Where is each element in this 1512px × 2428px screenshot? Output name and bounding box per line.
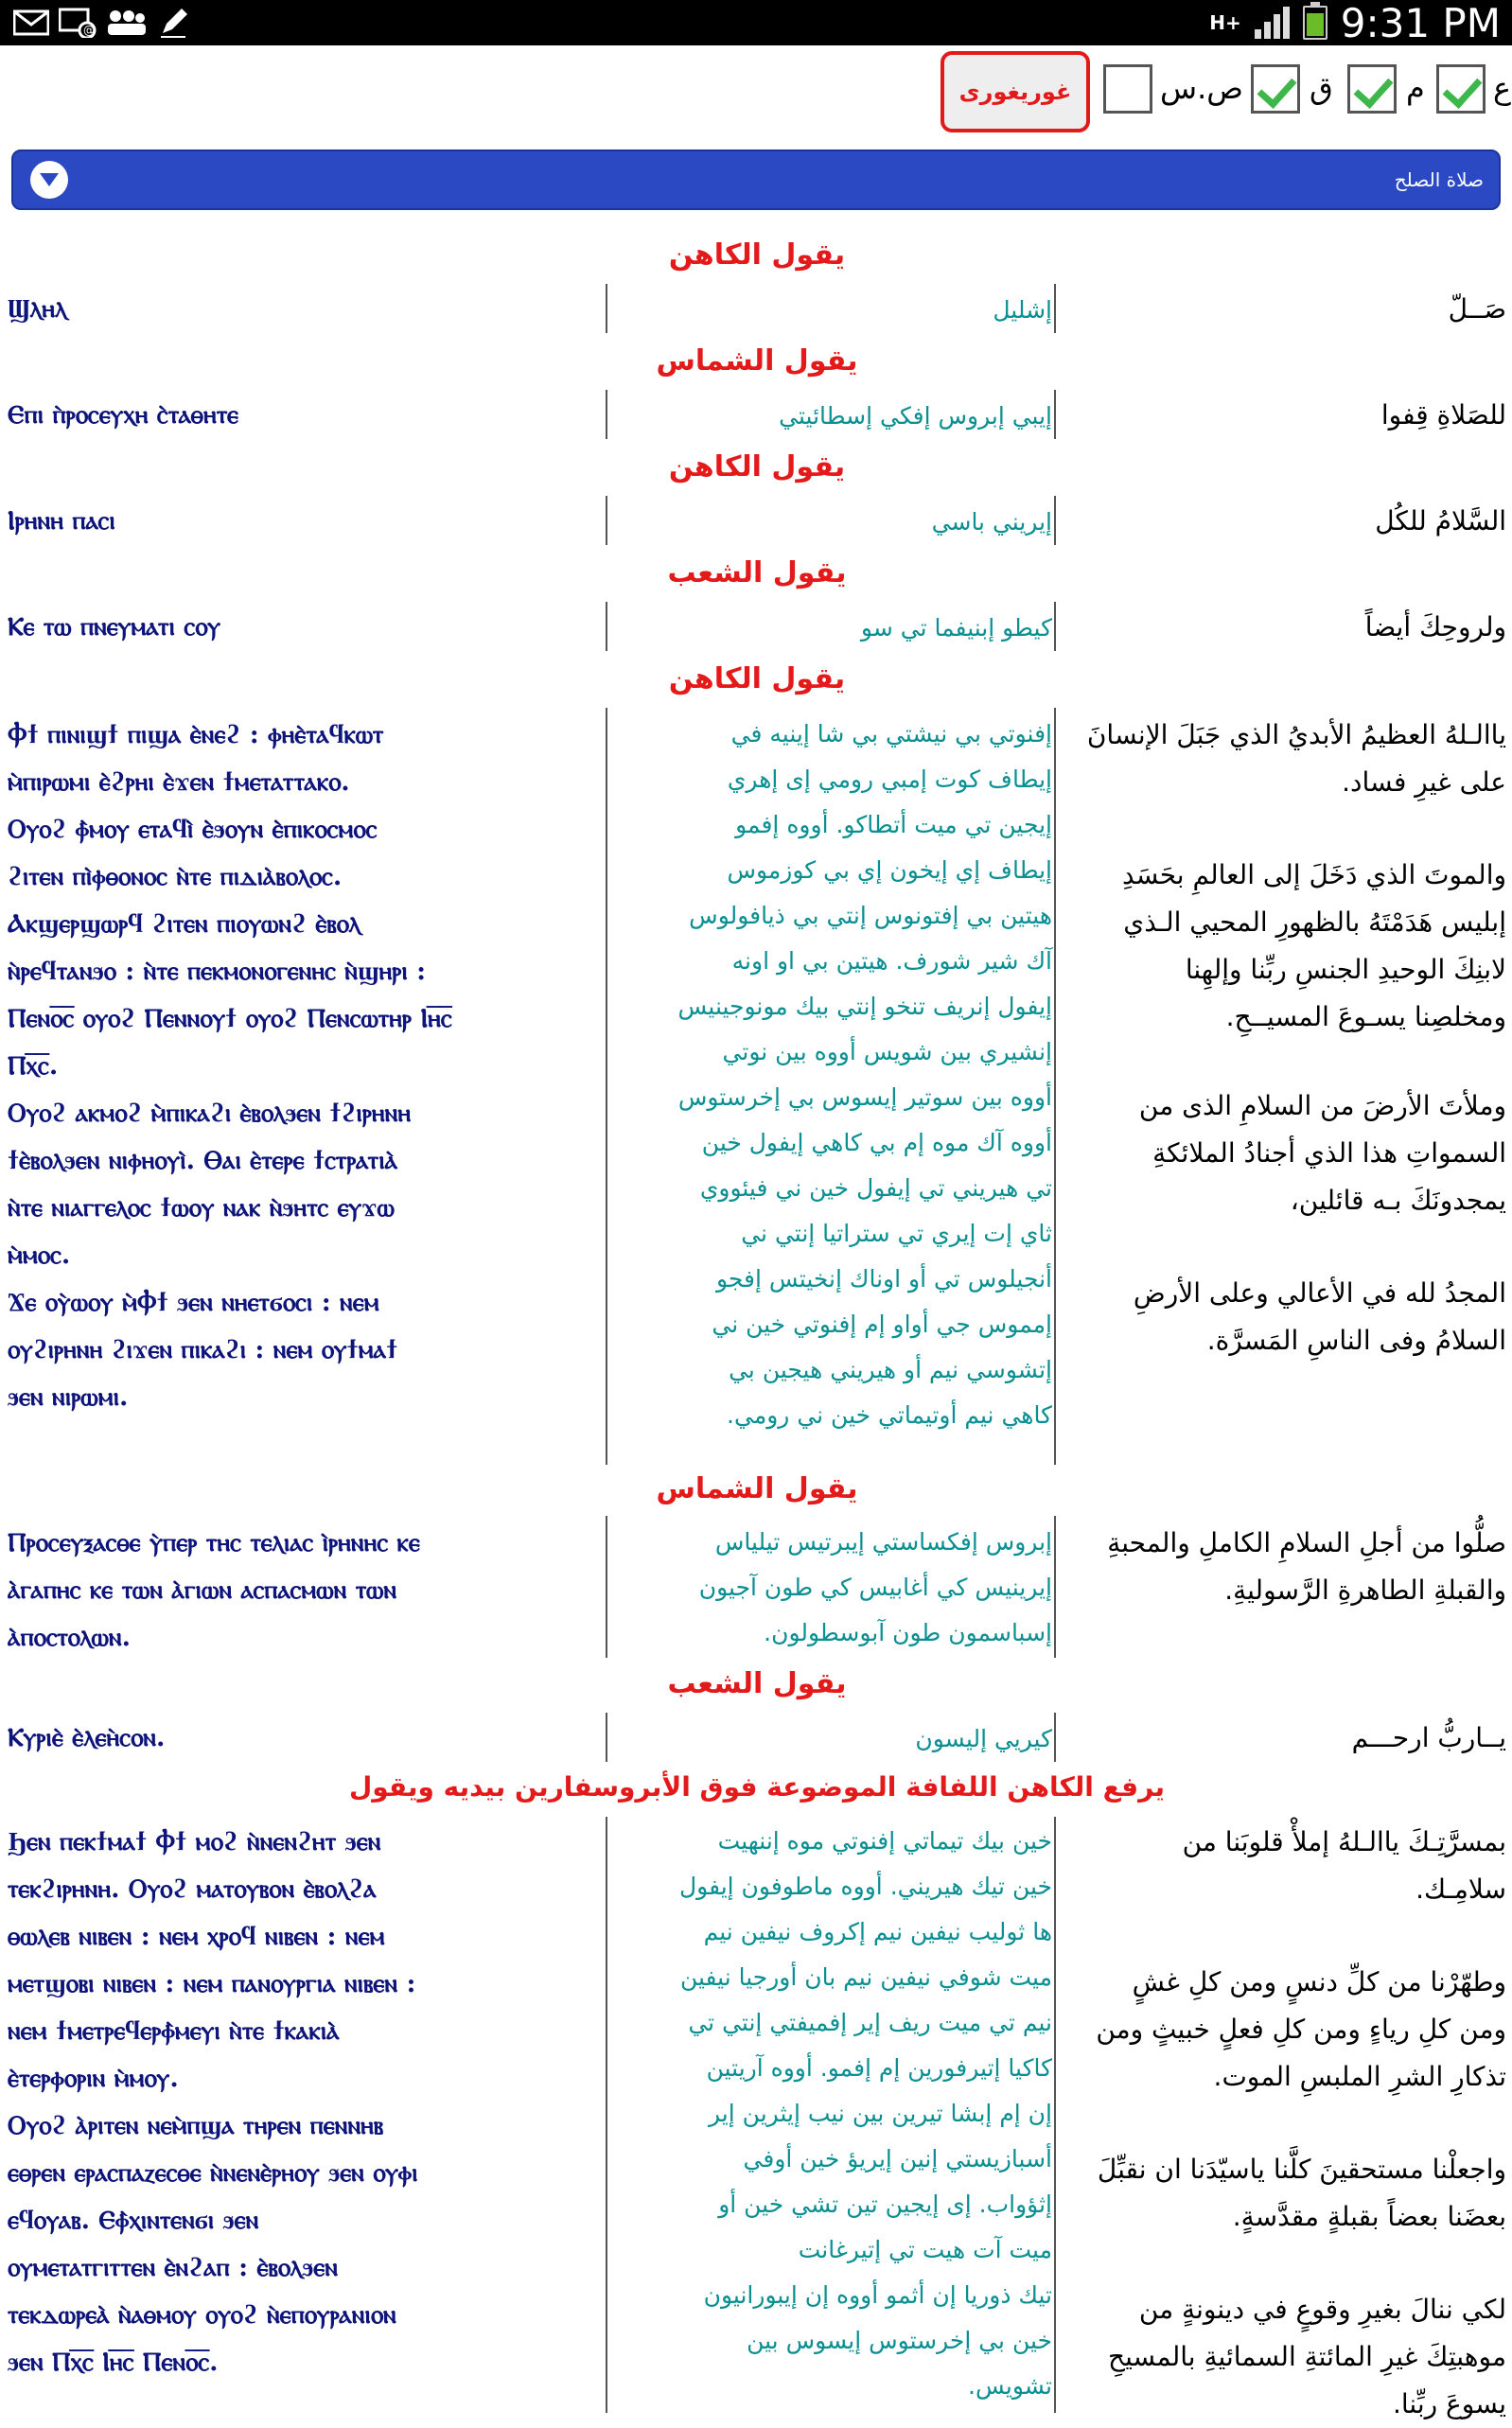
arabic-line: بعضَنا بعضاً بقبلةٍ مقدَّسةٍ. [1232, 2201, 1506, 2232]
status-bar [0, 0, 1512, 45]
coptic-text: Ⲕⲉ ⲧⲱ ⲡⲛⲉⲩⲙⲁⲧⲓ ⲥⲟⲩ [8, 612, 220, 642]
mail-icon [13, 9, 49, 37]
arabic-paragraph [1062, 1520, 1506, 1614]
arabic-line: واجعلْنا مستحقينَ كلَّنا ياسيّدَنا ان نقبِّلَ [1097, 2154, 1506, 2185]
coptic-line: ϯⲉ̀ⲃⲟⲗϧⲉⲛ ⲛⲓⲫⲏⲟⲩⲓ̀. Ⲑⲁⲓ ⲉ̀ⲧⲉⲣⲉ ϯⲥⲧⲣⲁⲧⲓⲁ̀ [8, 1146, 398, 1175]
arabic-line: بمسرَّتِـكَ ياالـلهُ إملأْ قلوبَنا من [1182, 1826, 1506, 1857]
arabic-line: والقبلةِ الطاهرةِ الرَّسوليةِ. [1224, 1575, 1506, 1606]
transliteration-line: هيتين بي إفتونوس إنتي بي ذيافولوس [689, 902, 1052, 929]
coptic-text: Ⲕⲩⲣⲓⲉ̀ ⲉ̀ⲗⲉⲏ̀ⲥⲟⲛ. [8, 1723, 166, 1752]
transliteration-line: إيطاف كوت إمبي رومي إى إهري [727, 765, 1052, 793]
transliteration-line: تيك ذوريا إن أثمو أووه إن إيبورانيون [703, 2281, 1052, 2309]
transliteration-line: إيرينيس كي أغابيس كي طون آجيون [698, 1574, 1052, 1601]
coptic-line: Ⲡⲉⲛⲟ̅ⲥ̅ ⲟⲩⲟϩ Ⲡⲉⲛⲛⲟⲩϯ ⲟⲩⲟϩ Ⲡⲉⲛⲥⲱⲧⲏⲣ Ⲓⲏ̅ⲥ̅ [8, 1004, 452, 1033]
transliteration-line: ثاي إت إيري تي ستراتيا إنتي ني [741, 1220, 1052, 1247]
voicemail-icon [59, 8, 97, 38]
coptic-line: Ⲫϯ ⲡⲓⲛⲓϣϯ ⲡⲓϣⲁ ⲉ̀ⲛⲉϩ : ⲫⲏⲉ̀ⲧⲁϥⲕⲱⲧ [8, 720, 384, 749]
transliteration-text: إيريني باسي [931, 508, 1052, 536]
transliteration-line: كاكيا إتيرفورين إم إفمو. أووه آريتين [706, 2054, 1052, 2082]
transliteration-prayer-block [611, 712, 1052, 1438]
coptic-line: ⲧⲉⲕⲇⲱⲣⲉⲁ̀ ⲛ̀ⲁⲑⲙⲟⲩ ⲟⲩⲟϩ ⲛ̀ⲉⲡⲟⲩⲣⲁⲛⲓⲟⲛ [8, 2300, 396, 2330]
checkbox-transliteration[interactable] [1347, 64, 1397, 114]
arabic-line: لابنِكَ الوحيدِ الجنسِ ربِّنا وإلهِنا [1185, 954, 1506, 985]
arabic-paragraph [1062, 2146, 1506, 2241]
coptic-line: ⲛ̀ⲧⲉ ⲛⲓⲁⲅⲅⲉⲗⲟⲥ ϯⲱⲟⲩ ⲛⲁⲕ ⲛ̀ϧⲏⲧⲥ ⲉⲩϫⲱ [8, 1193, 395, 1223]
coptic-line: ⲙ̀ⲙⲟⲥ. [8, 1240, 71, 1270]
transliteration-line: آك شير شورف. هيتين بي او اونه [731, 947, 1052, 975]
transliteration-prayer-block [611, 1819, 1052, 2409]
coptic-line: ⲉϥⲟⲩⲁⲃ. Ⲉⲫ̀ⲭⲓⲛⲧⲉⲛϭⲓ ϧⲉⲛ [8, 2206, 259, 2235]
rubric-header: يرفع الكاهن اللفافة الموضوعة فوق الأبروسفارين بيديه ويقول [348, 1771, 1166, 1803]
speaker-header-people: يقول الشعب [667, 1667, 847, 1700]
clock: 9:31 PM [1340, 0, 1501, 46]
arabic-line: وملأتَ الأرضَ من السلامِ الذى من [1138, 1090, 1506, 1121]
arabic-text: يــاربُّ ارحـــم [1351, 1722, 1506, 1753]
coptic-line: Ⲟⲩⲟϩ ⲫ̀ⲙⲟⲩ ⲉⲧⲁϥⲓ̀ ⲉ̀ϧⲟⲩⲛ ⲉ̀ⲡⲓⲕⲟⲥⲙⲟⲥ [8, 815, 378, 844]
arabic-text: ولروحِكَ أيضاً [1364, 611, 1506, 642]
transliteration-line: إيجين تي ميت أتطاكو. أووه إفمو [735, 811, 1052, 838]
coptic-line: ⲛ̀ⲣⲉϥⲧⲁⲛϧⲟ : ⲛ̀ⲧⲉ ⲡⲉⲕⲙⲟⲛⲟⲅⲉⲛⲏⲥ ⲛ̀ϣⲏⲣⲓ : [8, 957, 427, 986]
prayer-content [0, 227, 1512, 2419]
arabic-line: يسوعَ ربِّنا. [1392, 2388, 1506, 2419]
arabic-line: موهبتِكَ غيرِ المائتةِ السمائيةِ بالمسيحِ [1108, 2341, 1506, 2372]
transliteration-line: أنجيلوس تي أو اوناك إنخيتس إفجو [716, 1265, 1052, 1293]
coptic-text: Ϣⲗⲏⲗ [8, 294, 67, 324]
coptic-line: Ϧⲉⲛ ⲡⲉⲕϯⲙⲁϯ Ⲫϯ ⲙⲟϩ ⲛ̀ⲛⲉⲛϩⲏⲧ ϧⲉⲛ [8, 1827, 381, 1856]
arabic-paragraph [1062, 852, 1506, 1041]
toolbar [0, 45, 1512, 144]
notification-icons [13, 6, 189, 40]
arabic-text: صَــلّ [1448, 293, 1506, 325]
coptic-line: ⲉⲑⲣⲉⲛ ⲉⲣⲁⲥⲡⲁⲍⲉⲥⲑⲉ ⲛ̀ⲛⲉⲛⲉ̀ⲣⲏⲟⲩ ϧⲉⲛ ⲟⲩⲫⲓ [8, 2158, 418, 2188]
battery-icon [1303, 6, 1327, 40]
speaker-header-deacon: يقول الشماس [656, 1472, 858, 1505]
coptic-line: ⲙⲉⲧϣⲟⲃⲓ ⲛⲓⲃⲉⲛ : ⲛⲉⲙ ⲡⲁⲛⲟⲩⲣⲅⲓⲁ ⲛⲓⲃⲉⲛ : [8, 1969, 416, 1998]
coptic-line: ⲑⲱⲗⲉⲃ ⲛⲓⲃⲉⲛ : ⲛⲉⲙ ⲭⲣⲟϥ ⲛⲓⲃⲉⲛ : ⲛⲉⲙ [8, 1922, 385, 1951]
arabic-line: تذكارِ الشرِ الملبسِ الموت. [1213, 2061, 1506, 2092]
transliteration-line: نيم تي ميت ريف إير إفميفتي إنتي تي [688, 2009, 1052, 2036]
checkbox-arabic[interactable] [1436, 64, 1486, 114]
transliteration-line: أووه بين سوتير إيسوس بي إخرستوس [677, 1083, 1052, 1111]
transliteration-line: إثؤواب. إى إيجين تين تشي خين أو [718, 2190, 1052, 2218]
transliteration-line: إتشوسي نيم أو هيريني هيجين بي [729, 1356, 1052, 1383]
transliteration-line: أووه آك موه إم بي كاهي إيفول خين [701, 1129, 1052, 1156]
speaker-header-priest: يقول الكاهن [668, 662, 846, 695]
arabic-paragraph [1062, 1270, 1506, 1364]
checkbox-ps[interactable] [1103, 64, 1152, 114]
arabic-line: ومخلصِنا يسـوعَ المسيــحِ. [1225, 1001, 1506, 1032]
arabic-line: سلامِـك. [1415, 1874, 1506, 1905]
arabic-line: صلُّوا من أجلِ السلامِ الكاملِ والمحبةِ [1107, 1527, 1506, 1558]
checkbox-transliteration-label: م [1406, 70, 1425, 106]
system-icons [1209, 0, 1501, 45]
coptic-prayer-block [8, 1520, 604, 1662]
coptic-text: Ⲉⲡⲓ ⲡ̀ⲣⲟⲥⲉⲩⲭⲏ ⲥ̀ⲧⲁⲑⲏⲧⲉ [8, 400, 238, 430]
coptic-line: ⲟⲩϩⲓⲣⲏⲛⲏ ϩⲓϫⲉⲛ ⲡⲓⲕⲁϩⲓ : ⲛⲉⲙ ⲟⲩϯⲙⲁϯ [8, 1335, 398, 1364]
coptic-line: Ϫⲉ ⲟⲩ̀ⲱⲟⲩ ⲙ̀Ⲫϯ ϧⲉⲛ ⲛⲏⲉⲧϭⲟⲥⲓ : ⲛⲉⲙ [8, 1288, 379, 1317]
arabic-line: ياالـلهُ العظيمُ الأبديُ الذي جَبَلَ الإنسانَ [1086, 719, 1506, 750]
checkbox-coptic[interactable] [1251, 64, 1300, 114]
coptic-line: ϩⲓⲧⲉⲛ ⲡⲓ̀ⲫⲑⲟⲛⲟⲥ ⲛ̀ⲧⲉ ⲡⲓⲇⲓⲁ̀ⲃⲟⲗⲟⲥ. [8, 862, 343, 891]
transliteration-text: كيطو إبنيفما تي سو [860, 614, 1052, 642]
transliteration-line: كاهي نيم أوتيماتي خين ني رومي. [727, 1401, 1052, 1429]
checkbox-ps-label: ص.س [1160, 70, 1243, 106]
arabic-line: لكي ننالَ بغيرِ وقوعٍ في دينونةٍ من [1138, 2294, 1506, 2325]
arabic-line: السمواتِ هذا الذي أجنادُ الملائكةِ [1152, 1137, 1506, 1169]
arabic-line: على غيرِ فساد. [1342, 766, 1506, 798]
arabic-text: للصَلاةِ قِفوا [1380, 399, 1506, 431]
transliteration-line: أسبازيستي إنين إيريؤ خين أوفي [743, 2145, 1052, 2173]
transliteration-text: كيريي إليسون [915, 1725, 1052, 1752]
arabic-line: ومن كلِ رياءٍ ومن كلِ فعلٍ خبيثٍ ومن [1096, 2014, 1506, 2045]
coptic-text: Ⲓⲣⲏⲛⲏ ⲡⲁⲥⲓ [8, 506, 115, 536]
speaker-header-priest: يقول الكاهن [668, 450, 846, 484]
transliteration-text: إشليل [993, 296, 1052, 324]
transliteration-line: إنشيري بين شويس أووه بين نوتي [722, 1038, 1052, 1065]
coptic-line: ⲉ̀ⲧⲉⲣⲫⲟⲣⲓⲛ ⲙ̀ⲙⲟⲩ. [8, 2064, 179, 2093]
transliteration-text: إيبي إبروس إفكي إسطائيتي [779, 402, 1052, 430]
coptic-line: ⲟⲩⲙⲉⲧⲁⲧⲅⲓⲧⲧⲉⲛ ⲉ̀ⲛϩⲁⲡ : ⲉ̀ⲃⲟⲗϧⲉⲛ [8, 2253, 338, 2282]
arabic-paragraph [1062, 1819, 1506, 1913]
arabic-paragraph [1062, 1082, 1506, 1224]
coptic-line: ⲙ̀ⲡⲓⲣⲱⲙⲓ ⲉ̀ϩⲣⲏⲓ ⲉ̀ϫⲉⲛ ϯⲙⲉⲧⲁⲧⲧⲁⲕⲟ. [8, 767, 350, 797]
section-title: صلاة الصلح [1394, 168, 1484, 191]
coptic-prayer-block [8, 712, 604, 1421]
transliteration-line: إيفول إنريف تنخو إنتي بيك مونوجينيس [677, 993, 1052, 1020]
coptic-line: Ⲁⲕϣⲉⲣϣⲱⲣϥ ϩⲓⲧⲉⲛ ⲡⲓⲟⲩⲱⲛϩ ⲉ̀ⲃⲟⲗ [8, 909, 361, 939]
transliteration-line: إبروس إفكساستي إيبرتيس تيلياس [714, 1528, 1052, 1556]
coptic-prayer-block [8, 1819, 604, 2386]
network-icon: H+ [1209, 11, 1241, 34]
transliteration-line: خين بي إخرستوس إيسوس بين [747, 2327, 1052, 2354]
arabic-paragraph [1062, 2286, 1506, 2428]
transliteration-line: خين بيك تيماتي إفنوتي موه إننهيت [717, 1827, 1052, 1855]
pen-icon [157, 7, 189, 39]
coptic-line: ⲛⲉⲙ ϯⲙⲉⲧⲣⲉϥⲉⲣⲫ̀ⲙⲉⲩⲓ ⲛ̀ⲧⲉ ϯⲕⲁⲕⲓⲁ̀ [8, 2016, 340, 2046]
coptic-line: Ⲡⲭ̅ⲥ̅. [8, 1051, 59, 1081]
transliteration-line: تشويس. [968, 2372, 1052, 2400]
arabic-line: وطهّرْنا من كلِّ دنسٍ ومن كلِ غشٍ [1132, 1966, 1506, 1997]
transliteration-line: تي هيريني تي إيفول خين ني فيئووي [699, 1174, 1052, 1202]
transliteration-line: إسباسمون طون آبوسطولون. [764, 1619, 1052, 1646]
transliteration-line: ميت آت هيت تي إتيرغانت [798, 2236, 1052, 2263]
transliteration-line: إفنوتي بي نيشتي بي شا إينيه في [730, 720, 1052, 748]
speaker-header-people: يقول الشعب [667, 556, 847, 589]
section-selector[interactable] [11, 150, 1501, 210]
gregorian-button[interactable]: غوريغورى [941, 51, 1090, 132]
contacts-icon [106, 8, 148, 38]
arabic-paragraph [1062, 1959, 1506, 2101]
transliteration-line: إيطاف إي إيخون إي بي كوزموس [727, 856, 1052, 884]
transliteration-line: ميت شوفي نيفين نيم بان أورجيا نيفين [679, 1963, 1052, 1991]
coptic-line: ϧⲉⲛ ⲛⲓⲣⲱⲙⲓ. [8, 1382, 129, 1412]
svg-text:@: @ [83, 24, 95, 37]
coptic-line: ⲧⲉⲕϩⲓⲣⲏⲛⲏ. Ⲟⲩⲟϩ ⲙⲁⲧⲟⲩⲃⲟⲛ ⲉ̀ⲃⲟⲗϩⲁ [8, 1874, 377, 1904]
checkbox-coptic-label: ق [1310, 70, 1333, 106]
coptic-line: ϧⲉⲛ Ⲡⲭ̅ⲥ̅ Ⲓⲏ̅ⲥ̅ Ⲡⲉⲛⲟ̅ⲥ̅. [8, 2348, 219, 2377]
arabic-line: السلامُ وفى الناسِ المَسرَّة. [1206, 1325, 1506, 1356]
transliteration-line: إن إم إبشا تيرين بين نيب إيثرين إير [709, 2100, 1052, 2127]
coptic-line: ⲁ̀ⲡⲟⲥⲧⲟⲗⲱⲛ. [8, 1623, 132, 1652]
speaker-header-priest: يقول الكاهن [668, 238, 846, 272]
checkbox-arabic-label: ع [1493, 70, 1512, 106]
arabic-text: السَّلامُ للكُل [1375, 505, 1506, 537]
signal-icon [1255, 7, 1290, 39]
coptic-line: Ⲟⲩⲟϩ ⲁⲕⲙⲟϩ ⲙ̀ⲡⲓⲕⲁϩⲓ ⲉ̀ⲃⲟⲗϧⲉⲛ ϯϩⲓⲣⲏⲛⲏ [8, 1099, 412, 1128]
coptic-line: Ⲟⲩⲟϩ ⲁ̀ⲣⲓⲧⲉⲛ ⲛⲉⲙ̀ⲡϣⲁ ⲧⲏⲣⲉⲛ ⲡⲉⲛⲛⲏⲃ [8, 2111, 384, 2140]
transliteration-line: ها ثوليب نيفين نيم إكروف نيفين نيم [703, 1918, 1052, 1945]
transliteration-line: خين تيك هيريني. أووه ماطوفون إيفول [678, 1873, 1052, 1900]
arabic-line: يمجدونَكَ بـه قائلين، [1290, 1185, 1506, 1216]
arabic-line: والموتَ الذي دَخَلَ إلى العالمِ بحَسَدِ [1122, 859, 1506, 890]
coptic-line: Ⲡⲣⲟⲥⲉⲩⲝⲁⲥⲑⲉ ⲩ̀ⲡⲉⲣ ⲧⲏⲥ ⲧⲉⲗⲓⲁⲥ ⲓ̀ⲣⲏⲛⲏⲥ ⲕⲉ [8, 1528, 420, 1557]
chevron-down-icon[interactable] [30, 161, 68, 199]
transliteration-line: إمموس جي أواو إم إفنوتي خين ني [712, 1311, 1052, 1338]
arabic-line: إبليس هَدَمْتَهُ بالظهورِ المحيي الـذي [1123, 906, 1506, 938]
transliteration-prayer-block [611, 1520, 1052, 1656]
speaker-header-deacon: يقول الشماس [656, 344, 858, 378]
arabic-paragraph [1062, 712, 1506, 806]
arabic-line: المجدُ لله في الأعالي وعلى الأرضِ [1133, 1277, 1506, 1309]
coptic-line: ⲁ̀ⲅⲁⲡⲏⲥ ⲕⲉ ⲧⲱⲛ ⲁ̀ⲅⲓⲱⲛ ⲁⲥⲡⲁⲥⲙⲱⲛ ⲧⲱⲛ [8, 1575, 397, 1605]
